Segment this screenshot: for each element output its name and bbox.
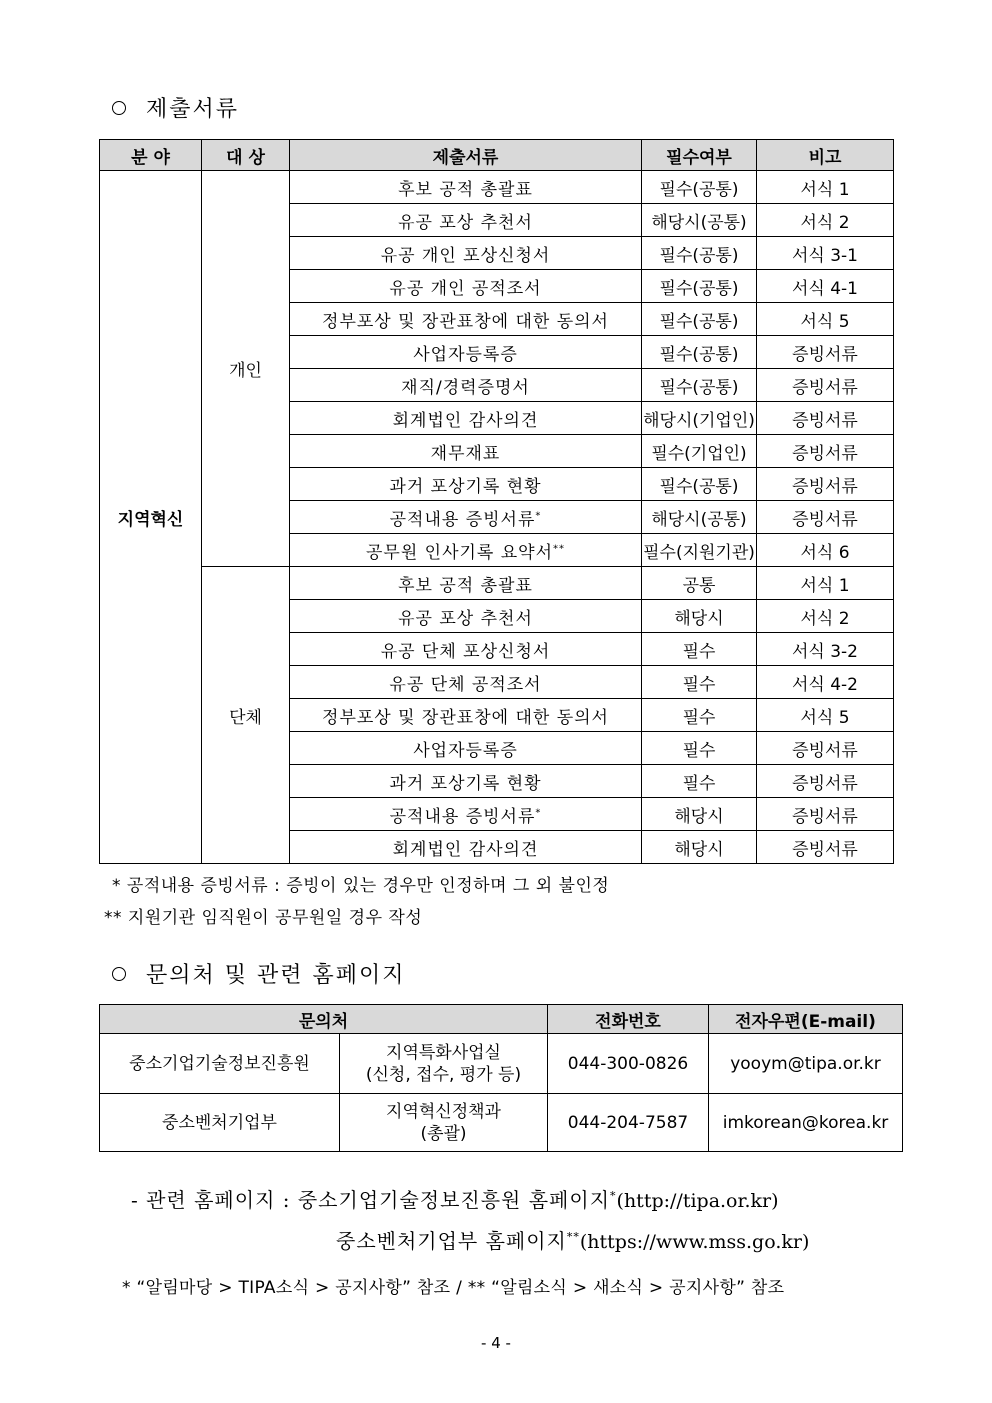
required-cell: 필수(공통) bbox=[642, 237, 757, 270]
reference-note: * “알림마당 > TIPA소식 > 공지사항” 참조 / ** “알림소식 > 새소식 > 공지사항” 참조 bbox=[122, 1278, 785, 1298]
required-cell: 필수(공통) bbox=[642, 171, 757, 204]
header-remarks: 비고 bbox=[757, 140, 894, 171]
footnote-evidence: * 공적내용 증빙서류 : 증빙이 있는 경우만 인정하며 그 외 불인정 bbox=[112, 876, 610, 896]
header-field: 분 야 bbox=[100, 140, 202, 171]
documents-table bbox=[99, 139, 894, 864]
documents-table-header bbox=[100, 140, 894, 171]
remarks-cell: 서식 4-2 bbox=[757, 666, 894, 699]
document-name-cell bbox=[290, 633, 642, 666]
document-name: 회계법인 감사의견 bbox=[392, 410, 539, 431]
remarks-cell: 증빙서류 bbox=[757, 501, 894, 534]
section-title-contact bbox=[112, 958, 406, 989]
document-name: 유공 개인 공적조서 bbox=[389, 278, 542, 299]
document-name: 과거 포상기록 현황 bbox=[389, 773, 542, 794]
homepage-line-1 bbox=[131, 1184, 779, 1213]
dept-name: 지역특화사업실 bbox=[386, 1042, 501, 1063]
field-cell: 지역혁신 bbox=[100, 171, 202, 864]
header-target: 대 상 bbox=[202, 140, 290, 171]
contact-phone: 044-204-7587 bbox=[548, 1094, 709, 1152]
document-name: 공무원 인사기록 요약서 bbox=[365, 542, 554, 563]
document-name: 유공 포상 추천서 bbox=[398, 608, 533, 629]
homepage-line-2 bbox=[336, 1225, 809, 1254]
document-name: 공적내용 증빙서류 bbox=[389, 806, 536, 827]
document-name-cell bbox=[290, 402, 642, 435]
document-name-cell bbox=[290, 600, 642, 633]
document-name-cell bbox=[290, 732, 642, 765]
document-name-cell bbox=[290, 765, 642, 798]
document-name-cell bbox=[290, 534, 642, 567]
homepage-prefix: - 관련 홈페이지 : bbox=[131, 1188, 298, 1212]
remarks-cell: 증빙서류 bbox=[757, 369, 894, 402]
section-title-documents bbox=[112, 92, 239, 123]
document-name: 재무재표 bbox=[430, 443, 501, 464]
document-name: 사업자등록증 bbox=[413, 344, 518, 365]
required-cell: 필수(기업인) bbox=[642, 435, 757, 468]
document-name: 과거 포상기록 현황 bbox=[389, 476, 542, 497]
remarks-cell: 서식 3-2 bbox=[757, 633, 894, 666]
section-title-text: 제출서류 bbox=[146, 97, 240, 122]
required-cell: 필수(공통) bbox=[642, 336, 757, 369]
document-name-cell bbox=[290, 699, 642, 732]
contact-org: 중소벤처기업부 bbox=[100, 1094, 340, 1152]
document-name-cell bbox=[290, 798, 642, 831]
document-name-cell bbox=[290, 468, 642, 501]
dept-role: (신청, 접수, 평가 등) bbox=[365, 1064, 522, 1085]
contact-dept bbox=[340, 1034, 548, 1094]
contact-phone: 044-300-0826 bbox=[548, 1034, 709, 1094]
header-contact: 문의처 bbox=[100, 1005, 548, 1034]
document-name-cell bbox=[290, 369, 642, 402]
document-name-cell bbox=[290, 435, 642, 468]
remarks-cell: 증빙서류 bbox=[757, 435, 894, 468]
required-cell: 해당시 bbox=[642, 831, 757, 864]
footnote-marker: ** bbox=[553, 542, 566, 554]
header-required: 필수여부 bbox=[642, 140, 757, 171]
document-name-cell bbox=[290, 303, 642, 336]
remarks-cell: 서식 2 bbox=[757, 600, 894, 633]
document-name-cell bbox=[290, 336, 642, 369]
homepage-site2-name: 중소벤처기업부 홈페이지 bbox=[336, 1229, 567, 1253]
required-cell: 필수(공통) bbox=[642, 369, 757, 402]
contact-row bbox=[100, 1034, 903, 1094]
document-row bbox=[100, 171, 894, 204]
required-cell: 공통 bbox=[642, 567, 757, 600]
document-name: 정부포상 및 장관표창에 대한 동의서 bbox=[322, 707, 609, 728]
section-title-text: 문의처 및 관련 홈페이지 bbox=[146, 963, 406, 988]
document-name: 유공 개인 포상신청서 bbox=[380, 245, 551, 266]
homepage-site1-sup: * bbox=[610, 1189, 617, 1203]
required-cell: 필수 bbox=[642, 666, 757, 699]
document-name-cell bbox=[290, 567, 642, 600]
contact-row bbox=[100, 1094, 903, 1152]
contact-email[interactable]: yooym@tipa.or.kr bbox=[709, 1034, 903, 1094]
remarks-cell: 서식 5 bbox=[757, 699, 894, 732]
document-name: 재직/경력증명서 bbox=[401, 377, 530, 398]
required-cell: 필수(지원기관) bbox=[642, 534, 757, 567]
remarks-cell: 증빙서류 bbox=[757, 831, 894, 864]
header-document: 제출서류 bbox=[290, 140, 642, 171]
document-name: 사업자등록증 bbox=[413, 740, 518, 761]
document-name: 공적내용 증빙서류 bbox=[389, 509, 536, 530]
footnote-marker: * bbox=[535, 509, 542, 521]
document-name: 후보 공적 총괄표 bbox=[398, 179, 533, 200]
remarks-cell: 서식 4-1 bbox=[757, 270, 894, 303]
required-cell: 필수(공통) bbox=[642, 303, 757, 336]
remarks-cell: 서식 6 bbox=[757, 534, 894, 567]
required-cell: 해당시 bbox=[642, 600, 757, 633]
required-cell: 해당시(기업인) bbox=[642, 402, 757, 435]
remarks-cell: 서식 3-1 bbox=[757, 237, 894, 270]
circle-bullet-icon bbox=[112, 101, 126, 115]
document-name-cell bbox=[290, 666, 642, 699]
required-cell: 해당시 bbox=[642, 798, 757, 831]
required-cell: 필수 bbox=[642, 699, 757, 732]
required-cell: 필수(공통) bbox=[642, 270, 757, 303]
remarks-cell: 서식 2 bbox=[757, 204, 894, 237]
document-name: 회계법인 감사의견 bbox=[392, 839, 539, 860]
document-name-cell bbox=[290, 501, 642, 534]
remarks-cell: 서식 1 bbox=[757, 171, 894, 204]
remarks-cell: 증빙서류 bbox=[757, 336, 894, 369]
required-cell: 필수 bbox=[642, 765, 757, 798]
required-cell: 해당시(공통) bbox=[642, 204, 757, 237]
required-cell: 필수 bbox=[642, 732, 757, 765]
document-name-cell bbox=[290, 237, 642, 270]
remarks-cell: 서식 1 bbox=[757, 567, 894, 600]
document-name: 후보 공적 총괄표 bbox=[398, 575, 533, 596]
document-name: 유공 단체 포상신청서 bbox=[380, 641, 551, 662]
remarks-cell: 서식 5 bbox=[757, 303, 894, 336]
contact-org: 중소기업기술정보진흥원 bbox=[100, 1034, 340, 1094]
remarks-cell: 증빙서류 bbox=[757, 732, 894, 765]
remarks-cell: 증빙서류 bbox=[757, 402, 894, 435]
document-name-cell bbox=[290, 171, 642, 204]
document-name: 유공 포상 추천서 bbox=[398, 212, 533, 233]
remarks-cell: 증빙서류 bbox=[757, 798, 894, 831]
remarks-cell: 증빙서류 bbox=[757, 468, 894, 501]
dept-role: (총괄) bbox=[420, 1123, 467, 1144]
contact-dept bbox=[340, 1094, 548, 1152]
required-cell: 필수 bbox=[642, 633, 757, 666]
document-row bbox=[100, 567, 894, 600]
homepage-site2-url[interactable]: (https://www.mss.go.kr) bbox=[579, 1231, 810, 1253]
homepage-site2-sup: ** bbox=[566, 1230, 580, 1244]
homepage-site1-name: 중소기업기술정보진흥원 홈페이지 bbox=[297, 1188, 611, 1212]
document-name-cell bbox=[290, 270, 642, 303]
contact-table-header bbox=[100, 1005, 903, 1034]
document-name: 유공 단체 공적조서 bbox=[389, 674, 542, 695]
contact-table bbox=[99, 1004, 903, 1152]
target-cell: 개인 bbox=[202, 171, 290, 567]
document-name-cell bbox=[290, 204, 642, 237]
page-number: - 4 - bbox=[481, 1334, 511, 1352]
circle-bullet-icon bbox=[112, 967, 126, 981]
remarks-cell: 증빙서류 bbox=[757, 765, 894, 798]
footnote-marker: * bbox=[535, 806, 542, 818]
homepage-site1-url[interactable]: (http://tipa.or.kr) bbox=[616, 1190, 779, 1212]
header-email: 전자우편(E-mail) bbox=[709, 1005, 903, 1034]
target-cell: 단체 bbox=[202, 567, 290, 864]
dept-name: 지역혁신정책과 bbox=[386, 1101, 501, 1122]
header-phone: 전화번호 bbox=[548, 1005, 709, 1034]
footnote-official: ** 지원기관 임직원이 공무원일 경우 작성 bbox=[104, 908, 423, 928]
document-name: 정부포상 및 장관표창에 대한 동의서 bbox=[322, 311, 609, 332]
required-cell: 필수(공통) bbox=[642, 468, 757, 501]
required-cell: 해당시(공통) bbox=[642, 501, 757, 534]
document-name-cell bbox=[290, 831, 642, 864]
contact-email[interactable]: imkorean@korea.kr bbox=[709, 1094, 903, 1152]
